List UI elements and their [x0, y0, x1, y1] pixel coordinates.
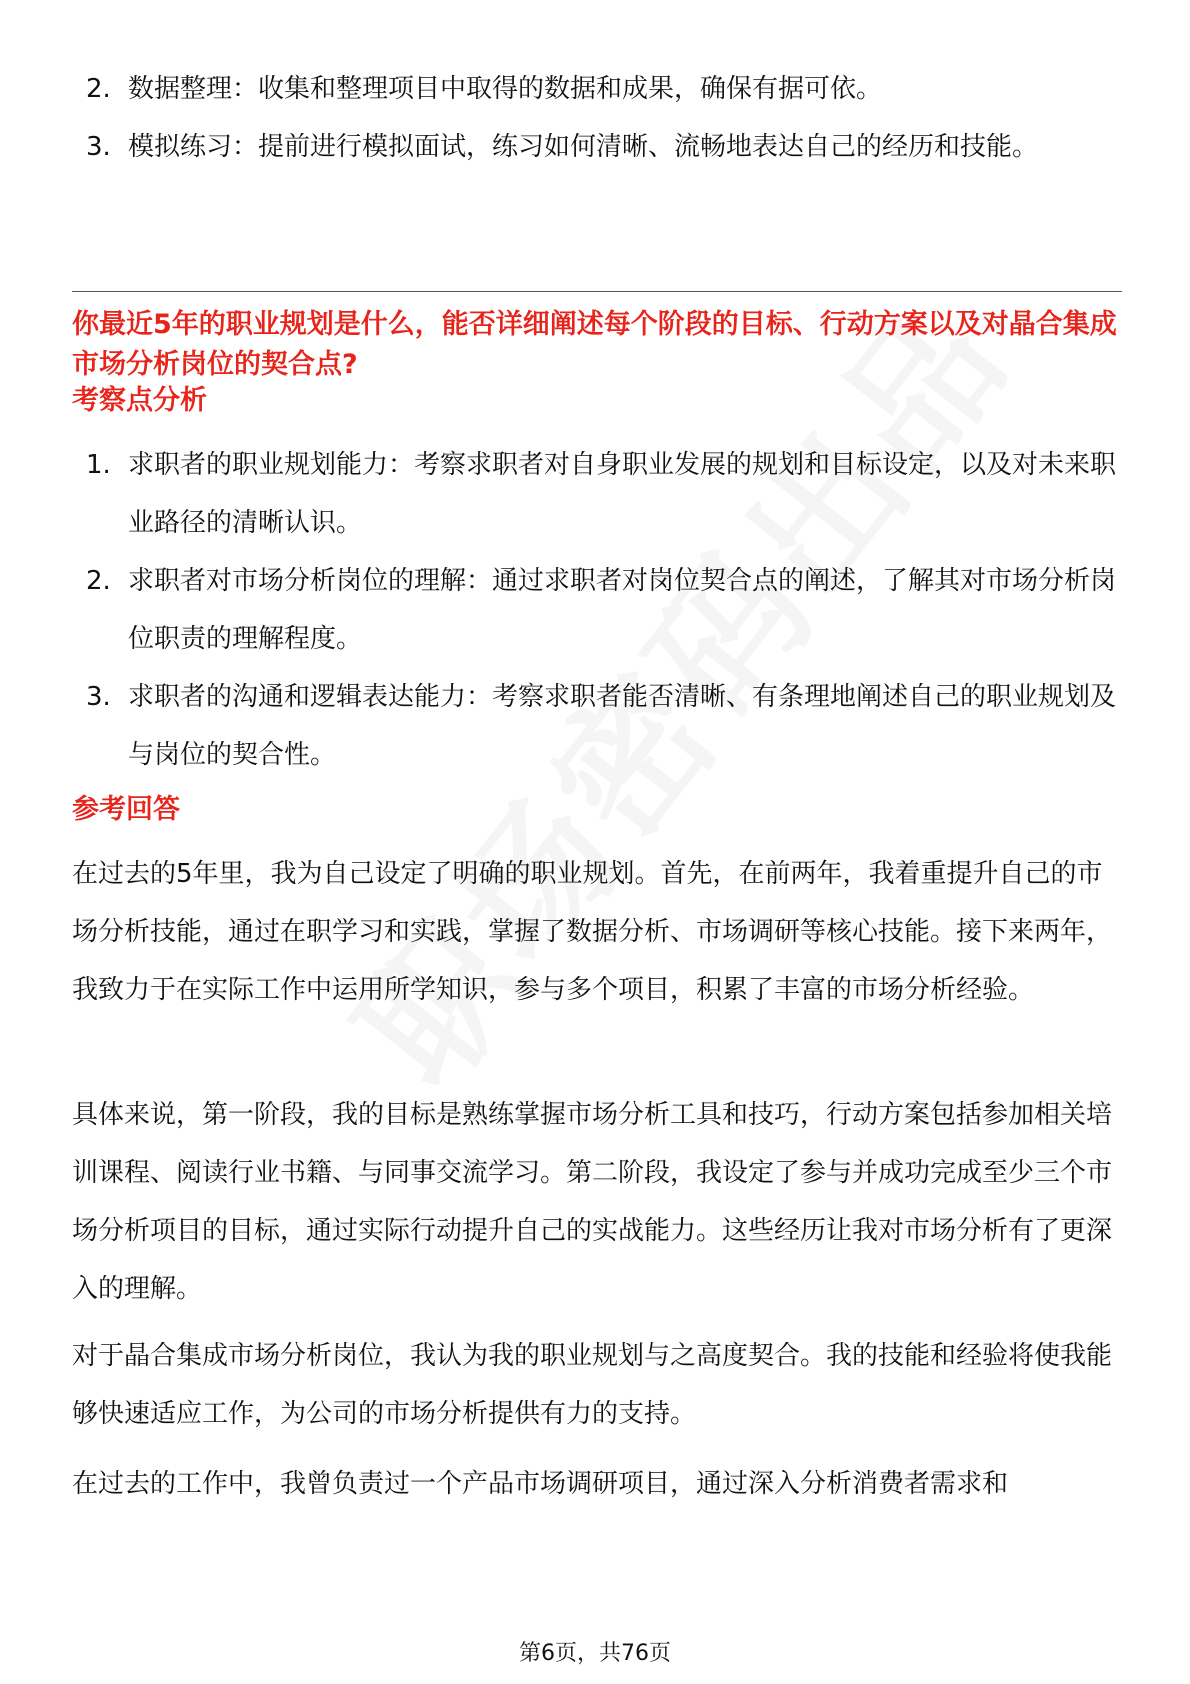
list-text: 数据整理：收集和整理项目中取得的数据和成果，确保有据可依。 — [128, 74, 883, 104]
analysis-list — [86, 436, 1116, 784]
list-number: 2. — [86, 566, 111, 596]
answer-paragraph: 具体来说，第一阶段，我的目标是熟练掌握市场分析工具和技巧，行动方案包括参加相关培训课程、阅读行业书籍、与同事交流学习。第二阶段，我设定了参与并成功完成至少三个市场分析项目的目标，通过实际行动提升自己的实战能力。这些经历让我对市场分析有了更深入的理解。 — [72, 1100, 1113, 1304]
list-text: 求职者对市场分析岗位的理解：通过求职者对岗位契合点的阐述，了解其对市场分析岗位职责的理解程度。 — [128, 566, 1117, 654]
analysis-heading: 考察点分析 — [72, 385, 207, 416]
list-item — [86, 668, 1116, 784]
answer-paragraph: 对于晶合集成市场分析岗位，我认为我的职业规划与之高度契合。我的技能和经验将使我能够快速适应工作，为公司的市场分析提供有力的支持。 — [72, 1341, 1113, 1429]
question-heading: 你最近5年的职业规划是什么，能否详细阐述每个阶段的目标、行动方案以及对晶合集成市场分析岗位的契合点? — [72, 309, 1117, 380]
list-number: 2. — [86, 74, 111, 104]
list-number: 1. — [86, 450, 111, 480]
list-item — [86, 552, 1116, 668]
list-item — [86, 436, 1116, 552]
list-text: 模拟练习：提前进行模拟面试，练习如何清晰、流畅地表达自己的经历和技能。 — [128, 132, 1039, 162]
list-number: 3. — [86, 132, 111, 162]
page-number: 第6页，共76页 — [519, 1641, 671, 1666]
top-numbered-list — [86, 60, 1116, 176]
answer-paragraph: 在过去的5年里，我为自己设定了明确的职业规划。首先，在前两年，我着重提升自己的市场分析技能，通过在职学习和实践，掌握了数据分析、市场调研等核心技能。接下来两年，我致力于在实际工作中运用所学知识，参与多个项目，积累了丰富的市场分析经验。 — [72, 859, 1113, 1005]
answer-heading: 参考回答 — [72, 794, 180, 825]
list-text: 求职者的沟通和逻辑表达能力：考察求职者能否清晰、有条理地阐述自己的职业规划及与岗位的契合性。 — [128, 682, 1117, 770]
list-text: 求职者的职业规划能力：考察求职者对自身职业发展的规划和目标设定，以及对未来职业路径的清晰认识。 — [128, 450, 1117, 538]
list-number: 3. — [86, 682, 111, 712]
list-item — [86, 118, 1116, 176]
section-divider — [72, 291, 1122, 292]
answer-paragraph: 在过去的工作中，我曾负责过一个产品市场调研项目，通过深入分析消费者需求和 — [72, 1469, 1009, 1499]
list-item — [86, 60, 1116, 118]
